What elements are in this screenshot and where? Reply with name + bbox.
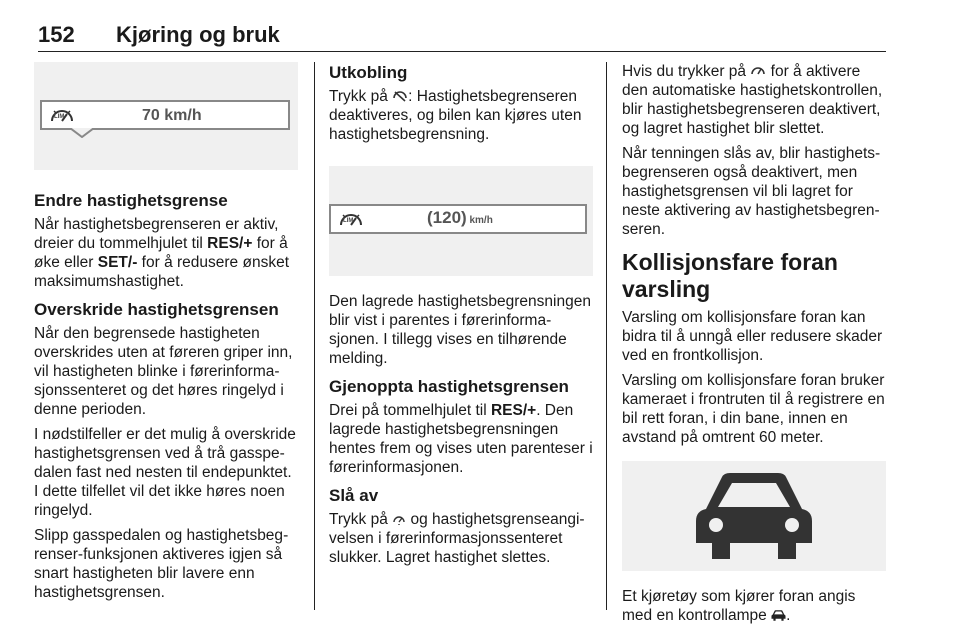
heading-change-limit: Endre hastighetsgrense bbox=[34, 191, 228, 210]
car-front-icon bbox=[692, 471, 816, 561]
speed-value: 70 km/h bbox=[142, 106, 202, 124]
paragraph: Drei på tommelhjulet til RES/+. Den lagrede hastighetsbegrensningen hentes frem og vises uten parenteser i førerinformasjonen. bbox=[329, 402, 593, 476]
speed-display-panel bbox=[329, 204, 587, 234]
paragraph: Slipp gasspedalen og hastighetsbegrenser-funksjonen aktiveres igjen så snart hastigheten blir lavere enn hastighetsgrensen. bbox=[34, 527, 289, 601]
page-header bbox=[38, 22, 886, 52]
paragraph: Trykk på : Hastighetsbegrenseren deaktiveres, og bilen kan kjøres uten hastighetsbegrensning. bbox=[329, 88, 582, 143]
paragraph: Et kjøretøy som kjører foran angis med en kontrollampe . bbox=[622, 588, 856, 624]
paragraph: Når den begrensede hastigheten overskrides uten at føreren griper inn, vil hastigheten blinke i førerinformasjonssenteret og det høres ringelyd i denne perioden. bbox=[34, 325, 293, 418]
paragraph: I nødstilfeller er det mulig å overskride hastighetsgrensen ved å trå gasspedalen fast ned nesten til endepunktet. I dette tilfellet vil det ikke høres noen ringelyd. bbox=[34, 426, 296, 519]
paragraph: Hvis du trykker på for å aktivere den automatiske hastighetskontrollen, blir hastighetsbegrenseren deaktivert, og lagret hastighet blir slettet. bbox=[622, 63, 883, 137]
paragraph: Varsling om kollisjonsfare foran bruker kameraet i frontruten til å registrere en bil rett foran, i din bane, innen en avstand på omtrent 60 meter. bbox=[622, 372, 885, 446]
heading-switch-off: Slå av bbox=[329, 486, 379, 505]
paragraph: Når tenningen slås av, blir hastighetsbegrenseren også deaktivert, men hastighetsgrensen vil bli lagret for neste aktivering av hastighetsbegrenseren. bbox=[622, 145, 881, 238]
column-1 bbox=[34, 62, 298, 608]
column-divider bbox=[314, 62, 315, 610]
cancel-icon bbox=[392, 89, 408, 103]
speed-display-panel bbox=[40, 100, 290, 130]
paragraph: Når hastighetsbegrenseren er aktiv, dreier du tommelhjulet til RES/+ for å øke eller SET/- for å redusere ønsket maksimumshastighet. bbox=[34, 216, 289, 290]
cruise-control-icon bbox=[750, 64, 766, 78]
column-divider bbox=[606, 62, 607, 610]
paragraph: Trykk på og hastighetsgrenseangivelsen i førerinformasjonssenteret slukker. Lagret hastighet slettes. bbox=[329, 511, 585, 566]
heading-disengage: Utkobling bbox=[329, 63, 408, 82]
column-2 bbox=[329, 62, 593, 573]
column-3 bbox=[622, 62, 886, 631]
speed-limiter-icon bbox=[392, 512, 406, 526]
car-front-icon bbox=[771, 609, 786, 622]
lim-label: LIM bbox=[54, 114, 65, 120]
paragraph: Den lagrede hastighetsbegrensningen blir vist i parentes i førerinformasjonen. I tillegg vises en tilhørende melding. bbox=[329, 293, 591, 367]
lim-label: LIM bbox=[343, 218, 354, 224]
figure-stored-speed bbox=[329, 166, 593, 276]
paragraph: Varsling om kollisjonsfare foran kan bidra til å unngå eller redusere skader ved en frontkollisjon. bbox=[622, 309, 883, 364]
pointer-notch bbox=[70, 128, 94, 138]
heading-exceed-limit: Overskride hastighetsgrensen bbox=[34, 300, 279, 319]
figure-speed-display bbox=[34, 62, 298, 170]
page-number: 152 bbox=[38, 22, 75, 47]
heading-collision-alert: Kollisjonsfare foran varsling bbox=[622, 249, 838, 302]
speed-value: (120) km/h bbox=[427, 208, 493, 227]
heading-resume: Gjenoppta hastighetsgrensen bbox=[329, 377, 569, 396]
figure-car-indicator bbox=[622, 461, 886, 571]
chapter-title: Kjøring og bruk bbox=[116, 22, 280, 47]
